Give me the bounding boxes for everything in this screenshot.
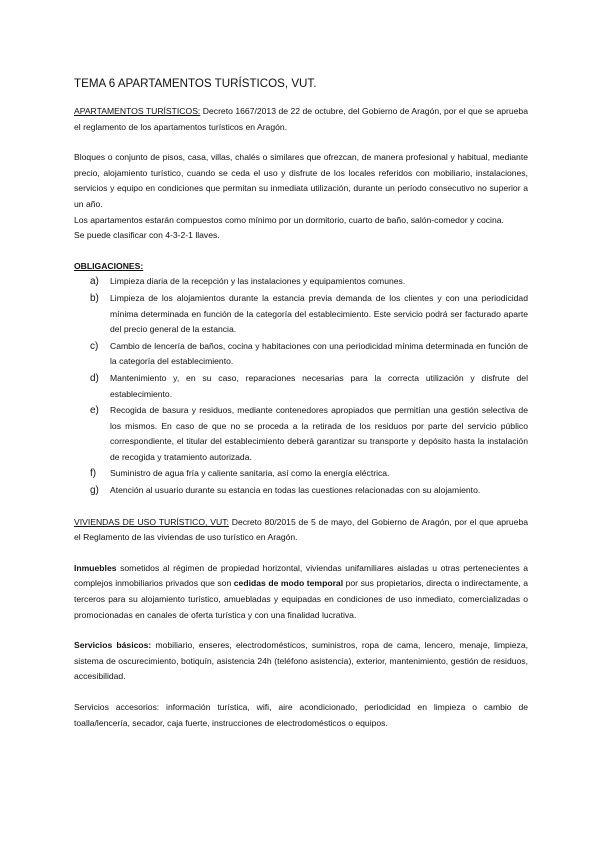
- inmuebles-bold-term: cedidas de modo temporal: [233, 578, 344, 589]
- apartamentos-decree-paragraph: [74, 104, 528, 135]
- list-item: [74, 466, 528, 482]
- list-item: [74, 291, 528, 338]
- obligaciones-list: [74, 274, 528, 498]
- vut-heading: VIVIENDAS DE USO TURÍSTICO, VUT:: [74, 516, 229, 527]
- list-item-text: Atención al usuario durante su estancia en todas las cuestiones relacionadas con su alojamiento.: [110, 485, 481, 496]
- inmuebles-text-1: sometidos al régimen de propiedad horizontal, viviendas unifamiliares aisladas u otras pertenecientes a complejos inmobiliarios privados que son: [74, 562, 528, 589]
- inmuebles-text-2: por sus propietarios, directa o indirectamente, a terceros para su alojamiento turístico, amuebladas y equipadas en condiciones de uso inmediato, comercializadas o promocionadas en canales de oferta turística y con una finalidad lucrativa.: [74, 578, 528, 620]
- apartamentos-heading: APARTAMENTOS TURÍSTICOS:: [74, 106, 201, 116]
- list-item-text: Limpieza de los alojamientos durante la estancia previa demanda de los clientes y con una periodicidad mínima determinada en función de la categoría del establecimiento. Este servicio podrá ser facturado aparte del precio general de la estancia.: [110, 292, 528, 335]
- list-item: [74, 403, 528, 465]
- list-marker: e): [90, 405, 99, 417]
- list-marker: d): [90, 372, 99, 384]
- list-item: [74, 274, 528, 290]
- obligaciones-heading: OBLIGACIONES:: [74, 260, 144, 271]
- vut-decree-text: Decreto 80/2015 de 5 de mayo, del Gobierno de Aragón, por el que aprueba el Reglamento de las viviendas de uso turístico en Aragón.: [74, 516, 528, 543]
- list-marker: b): [90, 292, 99, 304]
- basicos-text: mobiliario, enseres, electrodomésticos, suministros, ropa de cama, lencero, menaje, limpieza, sistema de oscurecimiento, botiquín, asistencia 24h (teléfono asistencia), exterior, mantenimiento, gestión de residuos, accesibilidad.: [74, 640, 528, 682]
- list-item-text: Suministro de agua fría y caliente sanitaria, así como la energía eléctrica.: [110, 468, 390, 479]
- inmuebles-label: Inmuebles: [74, 562, 117, 573]
- vut-basicos-paragraph: [74, 638, 528, 685]
- list-item: [74, 371, 528, 402]
- apartamentos-definition: Bloques o conjunto de pisos, casa, villas, chalés o similares que ofrezcan, de manera profesional y habitual, mediante precio, alojamiento turístico, cuando se ceda el uso y disfrute de los locales referidos con mobiliario, instalaciones, servicios y equipo en condiciones que permitan su inmediata utilización, durante un período consecutivo no superior a un año.: [74, 152, 528, 209]
- list-item: [74, 339, 528, 370]
- vut-inmuebles-paragraph: [74, 561, 528, 623]
- vut-decree-paragraph: [74, 515, 528, 546]
- apartamentos-decree-text: Decreto 1667/2013 de 22 de octubre, del Gobierno de Aragón, por el que se aprueba el reglamento de los apartamentos turísticos en Aragón.: [74, 106, 528, 132]
- list-item-text: Mantenimiento y, en su caso, reparaciones necesarias para la correcta utilización y disfrute del establecimiento.: [110, 372, 528, 399]
- document-body: [74, 76, 528, 731]
- vut-accesorios-paragraph: Servicios accesorios: información turística, wifi, aire acondicionado, periodicidad en limpieza o cambio de toalla/lencería, secador, caja fuerte, instrucciones de electrodomésticos o equipos.: [74, 702, 528, 728]
- list-item-text: Recogida de basura y residuos, mediante contenedores apropiados que permitían una gestión selectiva de los mismos. En caso de que no se proceda a la retirada de los residuos por parte del servicio público correspondiente, el titular del establecimiento deberá garantizar su transporte y depósito hasta la instalación de recogida y tratamiento autorizada.: [110, 405, 528, 462]
- apartamentos-classification: Se puede clasificar con 4-3-2-1 llaves.: [74, 230, 220, 241]
- list-marker: c): [90, 340, 99, 352]
- list-item: [74, 483, 528, 499]
- list-item-text: Limpieza diaria de la recepción y las instalaciones y equipamientos comunes.: [110, 276, 406, 287]
- basicos-label: Servicios básicos:: [74, 640, 152, 651]
- apartamentos-composition: Los apartamentos estarán compuestos como mínimo por un dormitorio, cuarto de baño, salón-comedor y cocina.: [74, 214, 504, 225]
- document-title: TEMA 6 APARTAMENTOS TURÍSTICOS, VUT.: [74, 77, 317, 90]
- list-item-text: Cambio de lencería de baños, cocina y habitaciones con una periodicidad mínima determinada en función de la categoría del establecimiento.: [110, 340, 528, 367]
- list-marker: g): [90, 485, 99, 497]
- list-marker: a): [90, 276, 99, 288]
- list-marker: f): [90, 468, 97, 480]
